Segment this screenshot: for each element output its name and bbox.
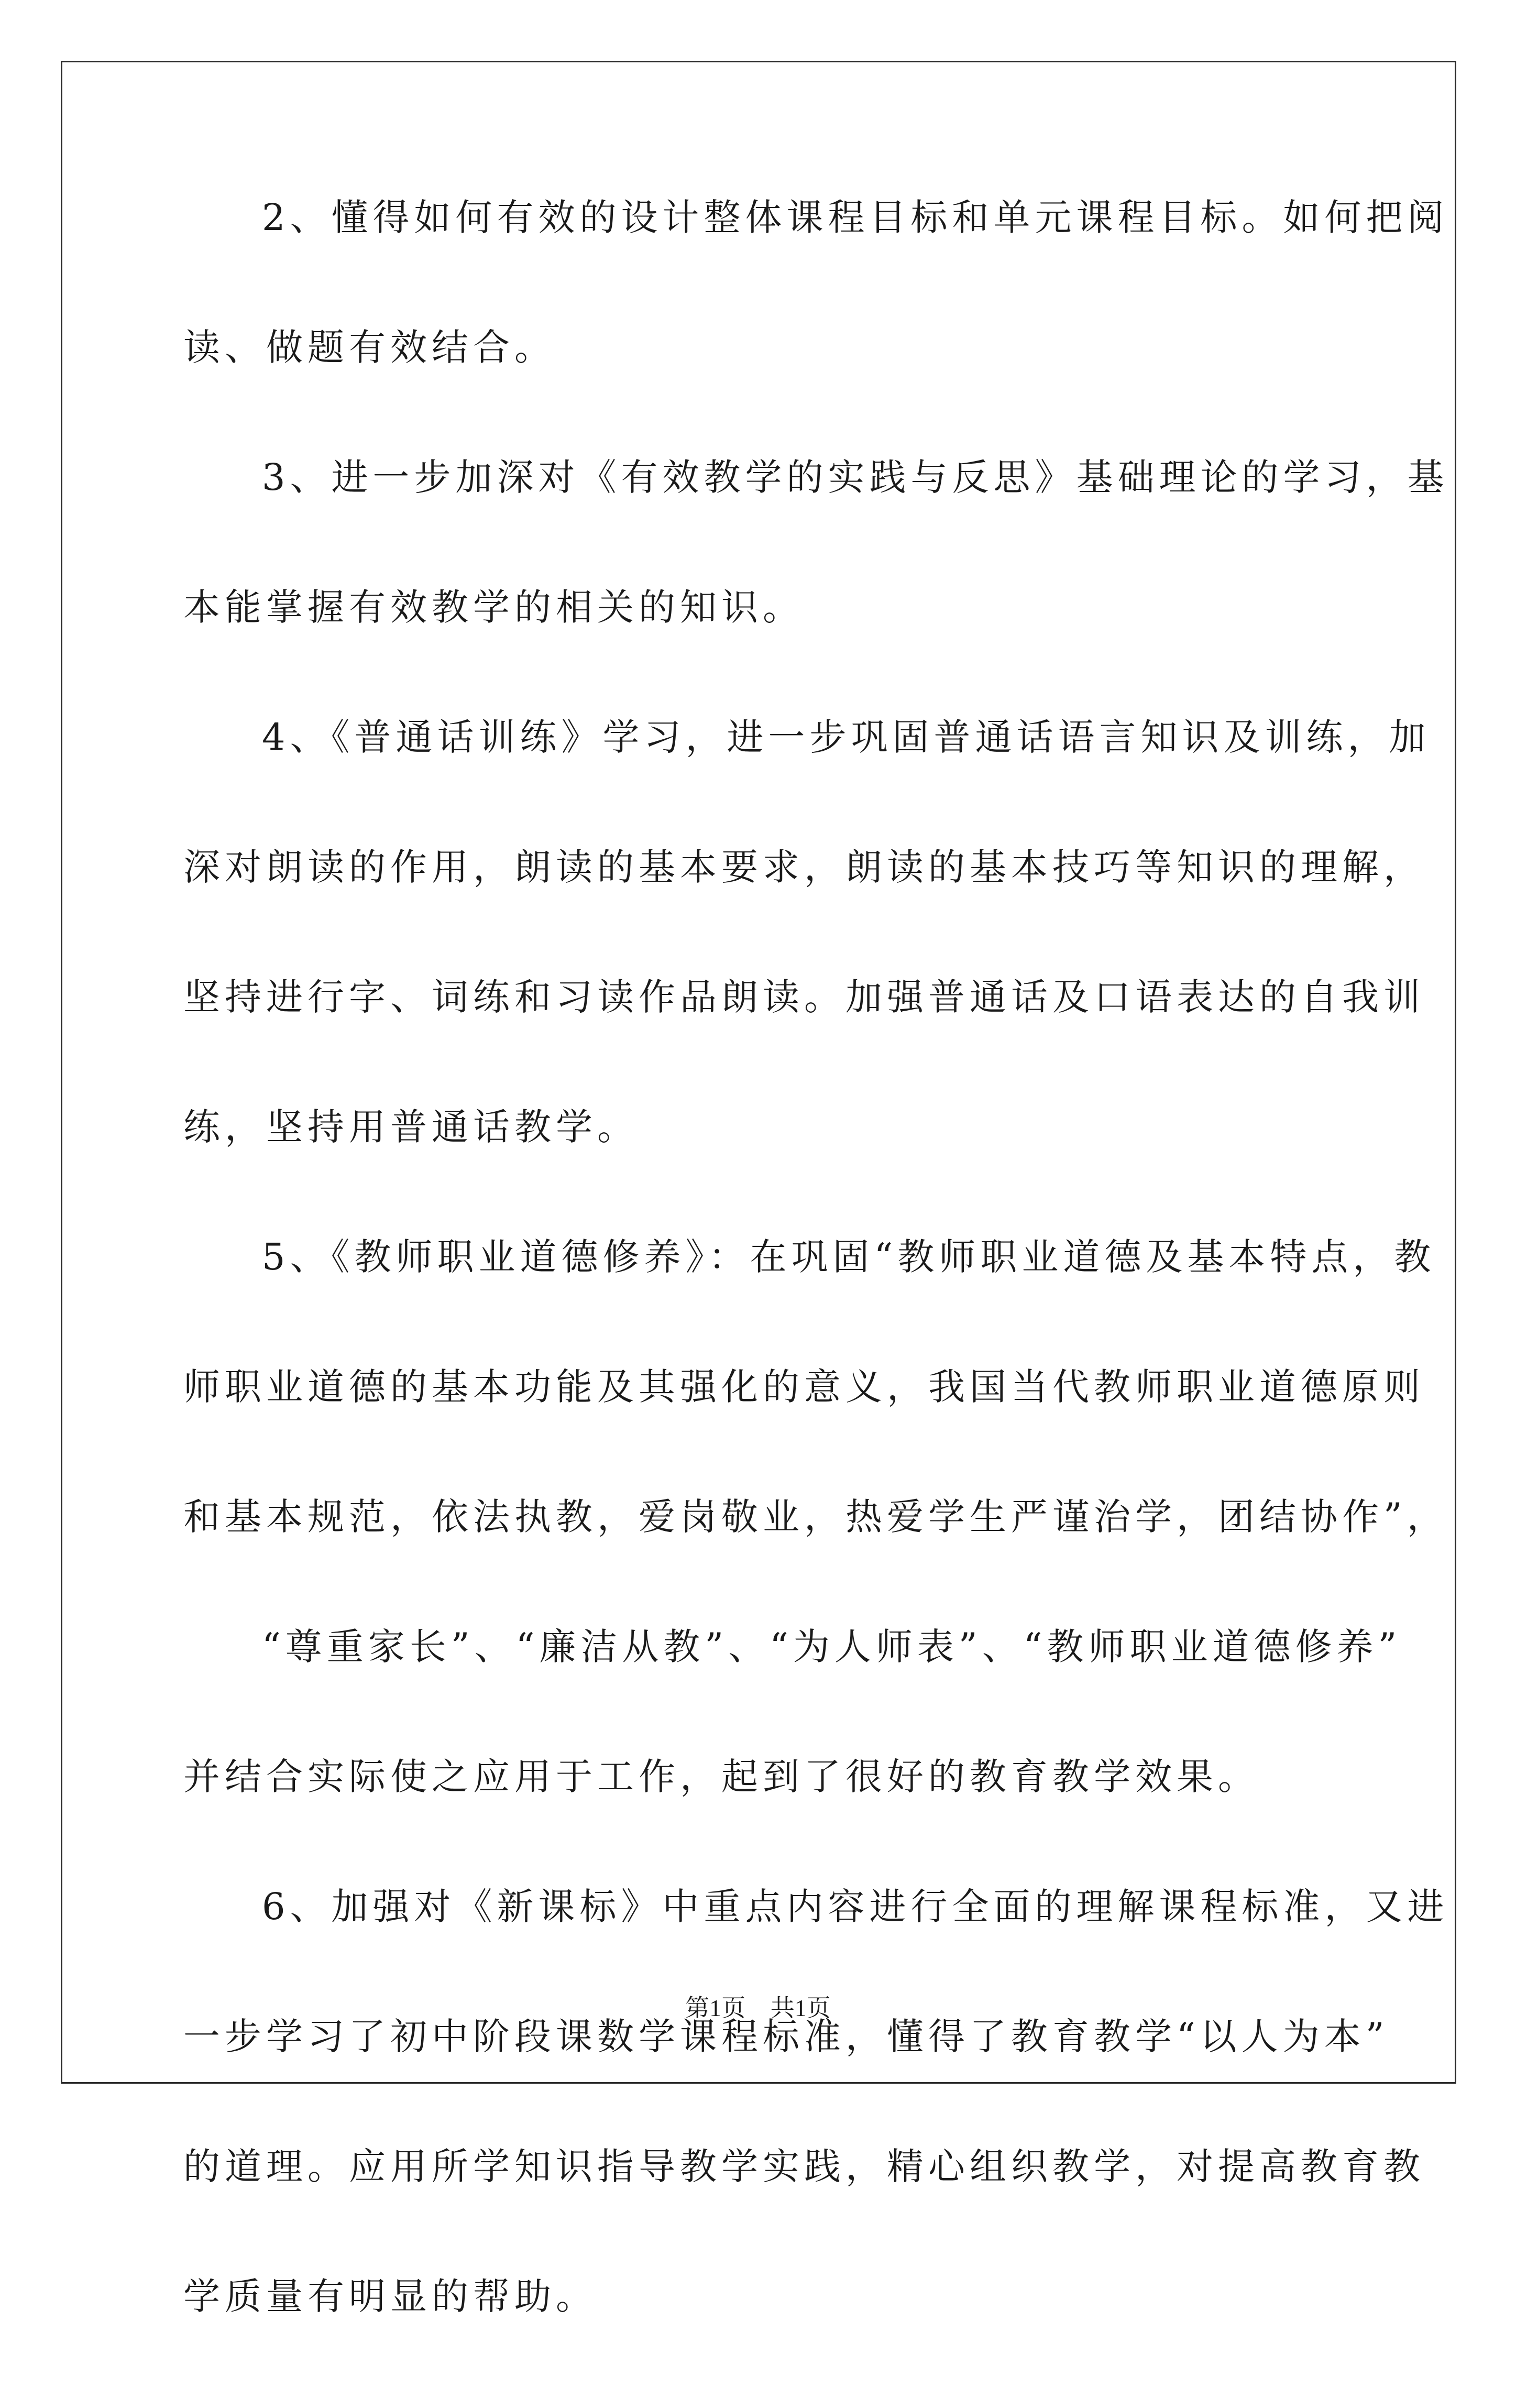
text-line: 本能掌握有效教学的相关的知识。 <box>183 586 804 629</box>
document-body <box>183 196 1449 2408</box>
text-line: 6、加强对《新课标》中重点内容进行全面的理解课程标准，又进 <box>262 1885 1449 1928</box>
text-line: 4、《普通话训练》学习，进一步巩固普通话语言知识及训练，加 <box>262 716 1431 759</box>
text-line: 一步学习了初中阶段课数学课程标准，懂得了教育教学“以人为本” <box>183 2015 1389 2058</box>
text-line: 并结合实际使之应用于工作，起到了很好的教育教学效果。 <box>183 1755 1259 1798</box>
text-line: 练，坚持用普通话教学。 <box>183 1106 639 1148</box>
text-line: 坚持进行字、词练和习读作品朗读。加强普通话及口语表达的自我训 <box>183 976 1425 1019</box>
text-line: 3、进一步加深对《有效教学的实践与反思》基础理论的学习，基 <box>262 456 1449 499</box>
text-line: 师职业道德的基本功能及其强化的意义，我国当代教师职业道德原则 <box>183 1365 1425 1408</box>
text-line: 的道理。应用所学知识指导教学实践，精心组织教学，对提高教育教 <box>183 2145 1425 2188</box>
text-line: 深对朗读的作用，朗读的基本要求，朗读的基本技巧等知识的理解， <box>183 846 1425 889</box>
page-footer <box>0 1995 1516 2021</box>
text-line: 和基本规范，依法执教，爱岗敬业，热爱学生严谨治学，团结协作”， <box>183 1495 1448 1538</box>
page-number-total: 共1页 <box>770 1995 831 2021</box>
text-line: 2、懂得如何有效的设计整体课程目标和单元课程目标。如何把阅 <box>262 196 1449 239</box>
text-line: 学质量有明显的帮助。 <box>183 2275 597 2318</box>
text-line: 读、做题有效结合。 <box>183 326 556 369</box>
text-line: “尊重家长”、“廉洁从教”、“为人师表”、“教师职业道德修养” <box>262 1625 1402 1668</box>
page-number-current: 第1页 <box>685 1995 746 2021</box>
text-line: 5、《教师职业道德修养》：在巩固“教师职业道德及基本特点，教 <box>262 1235 1436 1278</box>
